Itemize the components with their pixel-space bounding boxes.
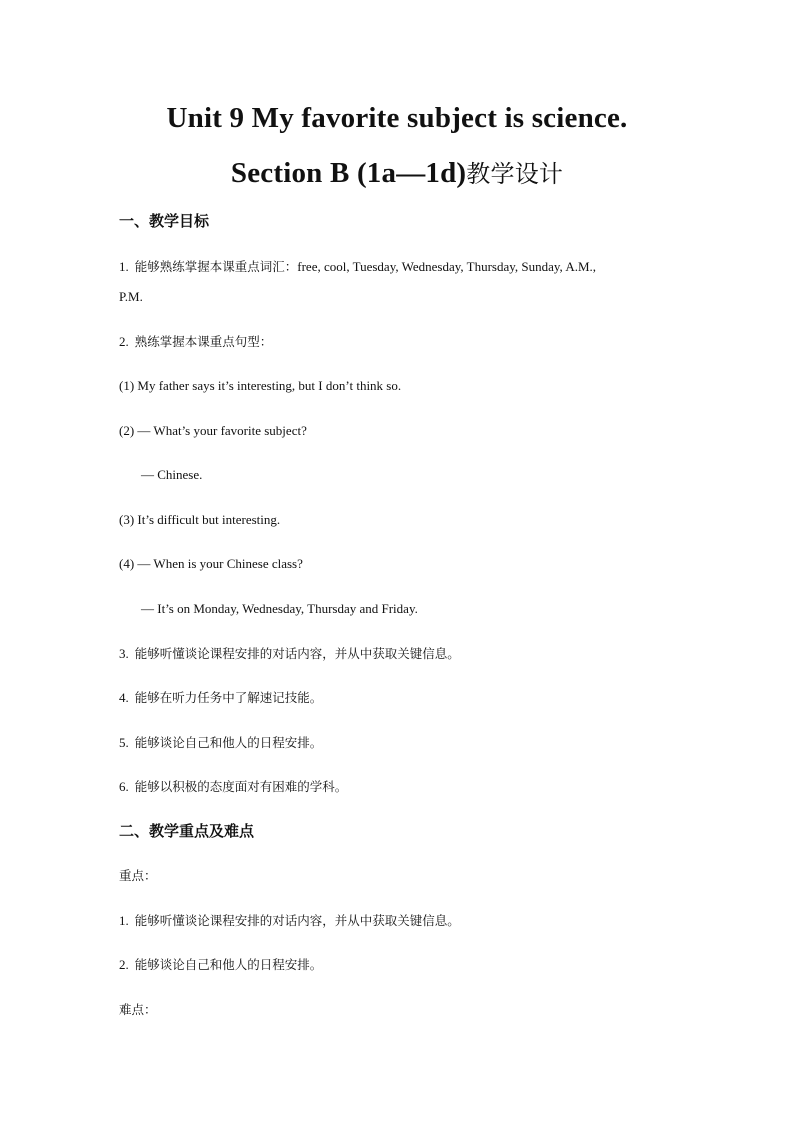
sentence-pattern-2: (2) — What’s your favorite subject?: [119, 423, 307, 438]
document-subtitle: [0, 155, 794, 192]
key-point-item-1: [119, 911, 689, 931]
item-text-zh: 熟练掌握本课重点句型：: [134, 334, 273, 349]
item-text-zh: 能够在听力任务中了解速记技能。: [134, 690, 323, 705]
section-heading-objectives: 一、教学目标: [119, 212, 210, 230]
objective-item-2: [119, 332, 689, 352]
item-text-zh: 能够熟练掌握本课重点词汇：: [134, 259, 298, 274]
document-title: Unit 9 My favorite subject is science.: [166, 102, 628, 134]
key-points-label: [119, 866, 689, 886]
item-number: 1.: [119, 913, 129, 928]
item-text-zh: 能够听懂谈论课程安排的对话内容，并从中获取关键信息。: [134, 646, 460, 661]
subtitle-english: Section B (1a—1d): [230, 157, 467, 189]
key-point-item-2: [119, 955, 689, 975]
sentence-pattern-4: (4) — When is your Chinese class?: [119, 556, 303, 571]
item-number: 5.: [119, 735, 129, 750]
item-number: 2.: [119, 957, 129, 972]
sentence-pattern-4-answer: — It’s on Monday, Wednesday, Thursday and Friday.: [141, 601, 418, 616]
item-text-zh: 能够谈论自己和他人的日程安排。: [134, 957, 323, 972]
item-text-en: free, cool, Tuesday, Wednesday, Thursday, Sunday, A.M.,: [297, 259, 597, 274]
objective-item-1-continued: P.M.: [119, 289, 143, 304]
item-number: 1.: [119, 259, 129, 274]
section-heading-key-points: 二、教学重点及难点: [119, 822, 255, 840]
item-text-zh: 能够谈论自己和他人的日程安排。: [134, 735, 323, 750]
difficulty-label: [119, 1000, 689, 1020]
objective-item-5: [119, 733, 689, 753]
sentence-pattern-1: (1) My father says it’s interesting, but I don’t think so.: [119, 378, 402, 393]
sentence-pattern-2-answer: — Chinese.: [141, 467, 203, 482]
label-text: 难点：: [119, 1002, 157, 1017]
item-number: 2.: [119, 334, 129, 349]
subtitle-chinese: 教学设计: [466, 160, 564, 188]
sentence-pattern-3: (3) It’s difficult but interesting.: [119, 512, 281, 527]
objective-item-6: [119, 777, 689, 797]
objective-item-4: [119, 688, 689, 708]
item-number: 3.: [119, 646, 129, 661]
item-number: 6.: [119, 779, 129, 794]
objective-item-3: [119, 644, 689, 664]
item-text-zh: 能够听懂谈论课程安排的对话内容，并从中获取关键信息。: [134, 913, 460, 928]
objective-item-1: [119, 257, 689, 277]
label-text: 重点：: [119, 868, 157, 883]
item-number: 4.: [119, 690, 129, 705]
item-text-zh: 能够以积极的态度面对有困难的学科。: [134, 779, 348, 794]
